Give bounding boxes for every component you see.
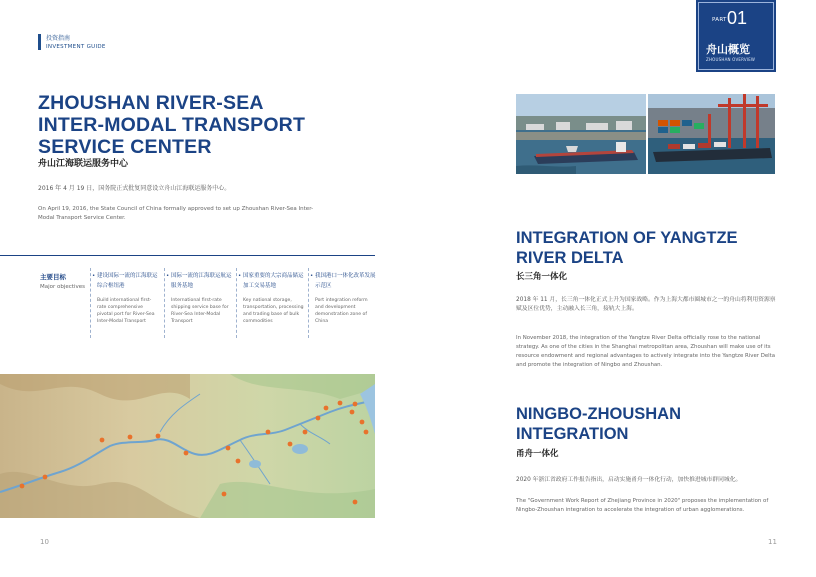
right-page <box>408 0 816 577</box>
objective-en: International first-rate shipping service base for River-Sea Inter-Modal Transport <box>171 298 229 324</box>
objective-en: Build international first-rate comprehensive pivotal port for River-Sea Inter-Modal Transport <box>97 298 155 324</box>
yangtze-river-map <box>0 374 375 518</box>
title-line: NINGBO-ZHOUSHAN <box>516 405 681 423</box>
page-number: 11 <box>768 538 777 546</box>
title-line: ZHOUSHAN RIVER-SEA <box>38 92 264 114</box>
objective-cn: • 国际一流的江海联运航运服务基地 <box>171 271 233 291</box>
objectives-label-cn: 主要目标 <box>40 273 66 281</box>
photo-graphic <box>516 94 646 174</box>
divider <box>236 268 237 338</box>
objective-en: Port integration reform and development demonstration zone of China <box>315 298 368 324</box>
section-yangtze-text-cn: 2018 年 11 月，长三角一体化正式上升为国家战略。作为上海大都市圈城市之一的舟山将利用资源禀赋及区位优势，主动融入长三角，接轨大上海。 <box>516 297 776 312</box>
page-title <box>38 92 338 158</box>
section-title-ningbo-cn: 甬舟一体化 <box>516 449 559 459</box>
page-title-cn: 舟山江海联运服务中心 <box>38 159 129 169</box>
objectives-list <box>90 268 380 340</box>
objective-cn: • 国家重要的大宗商品储运加工交易基地 <box>243 271 305 291</box>
divider <box>308 268 309 338</box>
intro-en: On April 19, 2016, the State Council of China formally approved to set up Zhoushan River-Sea Inter-Modal Transport Service Center. <box>38 206 314 221</box>
section-title-ningbo <box>516 404 796 444</box>
part-title-en: ZHOUSHAN OVERVIEW <box>706 57 756 62</box>
title-line: RIVER DELTA <box>516 249 624 267</box>
section-ningbo-text-en: The "Government Work Report of Zhejiang Province in 2020" proposes the implementation of Ningbo-Zhoushan integration to accelerate the integration of urban agglomerations. <box>516 498 769 513</box>
objective-cn: • 建设国际一流的江海联运综合枢纽港 <box>97 271 159 291</box>
photo-graphic <box>648 94 775 174</box>
section-ningbo-text-cn: 2020 年浙江省政府工作报告指出，启动实施甬舟一体化行动，加快推进城市群同城化。 <box>516 477 742 483</box>
divider <box>164 268 165 338</box>
title-line: SERVICE CENTER <box>38 136 212 158</box>
objective-item <box>236 268 306 340</box>
header-en: INVESTMENT GUIDE <box>46 44 106 50</box>
objective-item <box>90 268 160 340</box>
page-number: 10 <box>40 538 49 546</box>
section-title-yangtze <box>516 228 796 268</box>
objective-cn: • 我国港口一体化改革发展示范区 <box>315 271 377 291</box>
objective-item <box>164 268 234 340</box>
port-photo-container-terminal <box>648 94 775 174</box>
objective-en: Key national storage, transportation, processing and trading base of bulk commodities <box>243 298 304 324</box>
part-label: PART <box>712 17 727 23</box>
title-line: INTEGRATION <box>516 425 629 443</box>
part-badge <box>696 0 776 72</box>
divider <box>90 268 91 338</box>
map-graphic <box>0 374 375 518</box>
port-photo-tanker <box>516 94 646 174</box>
intro-cn: 2016 年 4 月 19 日，国务院正式批复同意设立舟山江海联运服务中心。 <box>38 185 231 192</box>
section-yangtze-text-en: In November 2018, the integration of the Yangtze River Delta officially rose to the national strategy. As one of the cities in the Shanghai metropolitan area, Zhoushan will make use of its resource endowment and regional advantages to actively integrate into the Yangtze River Delta and promote the integration of Ningbo and Zhoushan. <box>516 335 776 368</box>
part-number: 01 <box>727 8 748 28</box>
part-title-cn: 舟山概览 <box>706 43 750 56</box>
objective-item <box>308 268 378 340</box>
section-title-yangtze-cn: 长三角一体化 <box>516 272 568 282</box>
title-line: INTEGRATION OF YANGTZE <box>516 229 738 247</box>
section-divider <box>0 255 375 256</box>
header-accent-bar <box>38 34 41 50</box>
header-cn: 投资指南 <box>46 35 71 42</box>
title-line: INTER-MODAL TRANSPORT <box>38 114 306 136</box>
objectives-label-en: Major objectives <box>40 284 85 290</box>
